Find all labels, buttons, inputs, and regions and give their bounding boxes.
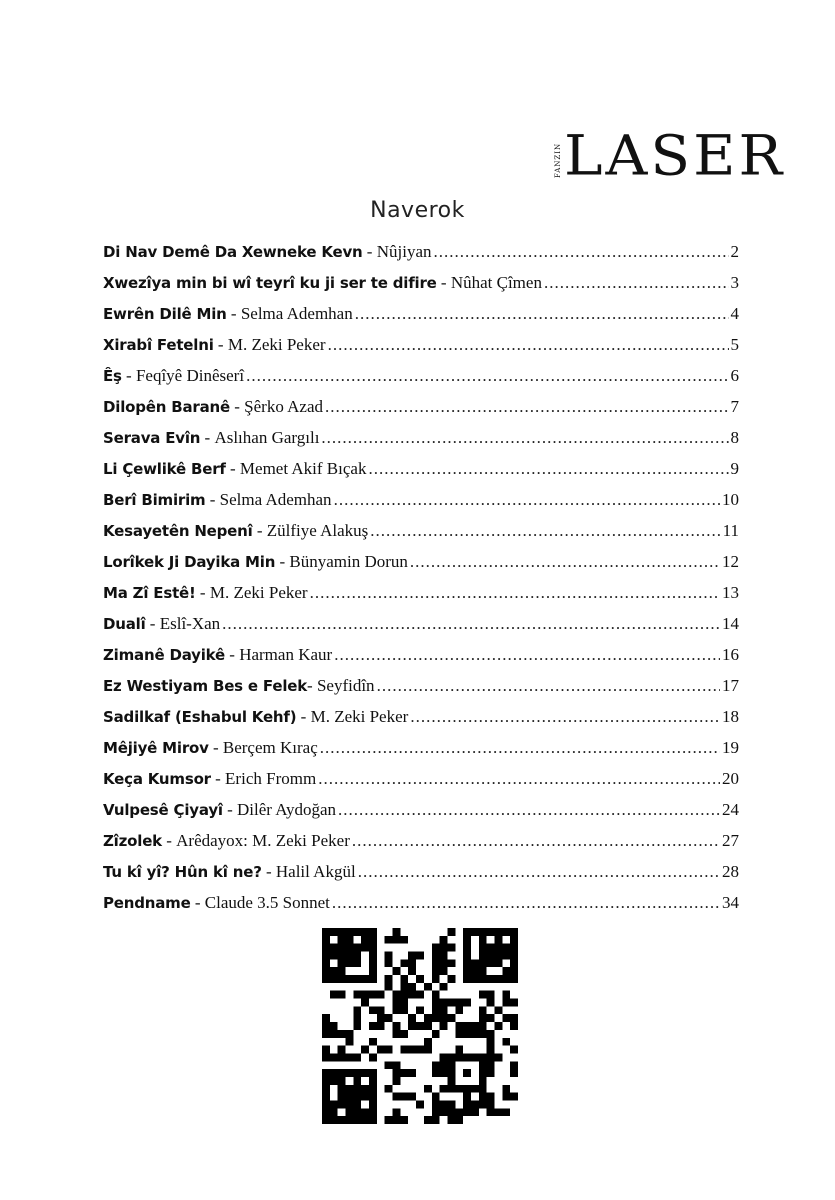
toc-entry-separator: -	[275, 552, 290, 571]
toc-dot-leader	[377, 674, 720, 698]
toc-entry-separator: -	[210, 769, 226, 788]
toc-entry-title: Pendname	[103, 894, 191, 912]
toc-entry-page: 13	[722, 583, 739, 602]
toc-entry-page: 34	[722, 893, 739, 912]
laser-logo	[278, 123, 786, 188]
toc-entry-separator: -	[252, 521, 267, 540]
toc-entry-title: Berî Bimirim	[103, 491, 206, 509]
toc-entry-separator: -	[161, 831, 177, 850]
toc-entry	[103, 457, 739, 488]
toc-entry-author: Aslıhan Gargılı	[214, 428, 320, 447]
toc-entry	[103, 519, 739, 550]
toc-entry-author: Erich Fromm	[225, 769, 317, 788]
toc-entry-author: Nûjiyan	[376, 242, 432, 261]
toc-entry-separator: -	[145, 614, 160, 633]
toc-dot-leader	[320, 736, 720, 760]
toc-entry-title: Serava Evîn	[103, 429, 201, 447]
toc-entry-page: 9	[730, 459, 739, 478]
toc-entry-author: Selma Ademhan	[219, 490, 332, 509]
toc-entry	[103, 674, 739, 705]
toc-dot-leader	[410, 705, 720, 729]
toc-entry	[103, 643, 739, 674]
toc-entry-separator: -	[362, 242, 377, 261]
toc-entry	[103, 302, 739, 333]
toc-entry-title: Dilopên Baranê	[103, 398, 230, 416]
toc-dot-leader	[310, 581, 720, 605]
toc-entry-title: Ewrên Dilê Min	[103, 305, 227, 323]
toc-entry-separator: -	[213, 335, 228, 354]
toc-entry-author: Berçem Kıraç	[222, 738, 318, 757]
toc-entry-separator: -	[436, 273, 451, 292]
toc-dot-leader	[332, 891, 720, 915]
toc-entry-page: 28	[722, 862, 739, 881]
toc-entry-page: 6	[730, 366, 739, 385]
logo-tag: FANZIN	[554, 142, 562, 178]
toc-entry-page: 7	[730, 397, 739, 416]
toc-entry-separator: -	[200, 428, 215, 447]
toc-entry-author: Seyfidîn	[316, 676, 375, 695]
toc-entry-separator: -	[121, 366, 136, 385]
toc-dot-leader	[544, 271, 729, 295]
toc-entry-author: Zülfiye Alakuş	[266, 521, 369, 540]
toc-entry-page: 18	[722, 707, 739, 726]
toc-dot-leader	[352, 829, 720, 853]
toc-entry-title: Li Çewlikê Berf	[103, 460, 226, 478]
toc-entry-author: Nûhat Çîmen	[450, 273, 542, 292]
toc-entry-separator: -	[225, 645, 240, 664]
toc-dot-leader	[368, 457, 728, 481]
toc-entry-title: Xirabî Fetelni	[103, 336, 214, 354]
logo-word: LASER	[564, 123, 786, 188]
toc-dot-leader	[358, 860, 720, 884]
toc-entry-title: Dualî	[103, 615, 146, 633]
toc-dot-leader	[321, 426, 728, 450]
toc-entry	[103, 240, 739, 271]
toc-entry	[103, 333, 739, 364]
toc-entry-title: Tu kî yî? Hûn kî ne?	[103, 863, 262, 881]
toc-entry	[103, 271, 739, 302]
toc-entry-page: 11	[722, 521, 739, 540]
toc-entry-title: Êş	[103, 367, 122, 385]
toc-entry	[103, 395, 739, 426]
toc-entry-separator: -	[226, 304, 241, 323]
toc-entry-author: Feqîyê Dinêserî	[135, 366, 245, 385]
toc-entry-title: Zîzolek	[103, 832, 162, 850]
toc-entry-author: Claude 3.5 Sonnet	[204, 893, 330, 912]
toc-entry-author: Selma Ademhan	[240, 304, 353, 323]
qr-code-graphic	[322, 928, 518, 1124]
toc-entry-title: Ma Zî Estê!	[103, 584, 196, 602]
toc-dot-leader	[370, 519, 720, 543]
toc-entry-title: Lorîkek Ji Dayika Min	[103, 553, 276, 571]
toc-entry-author: Dilêr Aydoğan	[237, 800, 337, 819]
masthead	[0, 123, 835, 192]
toc-dot-leader	[222, 612, 720, 636]
toc-entry-separator: -	[205, 490, 220, 509]
toc-entry-separator: -	[307, 676, 317, 695]
toc-entry-page: 10	[722, 490, 739, 509]
toc-entry-page: 19	[722, 738, 739, 757]
toc-entry	[103, 705, 739, 736]
toc-entry-page: 20	[722, 769, 739, 788]
toc-entry-title: Vulpesê Çiyayî	[103, 801, 223, 819]
toc-entry	[103, 550, 739, 581]
toc-dot-leader	[434, 240, 729, 264]
toc-entry	[103, 891, 739, 922]
toc-dot-leader	[318, 767, 720, 791]
toc-entry-title: Mêjiyê Mirov	[103, 739, 209, 757]
toc-entry-title: Keça Kumsor	[103, 770, 211, 788]
toc-entry-separator: -	[195, 583, 210, 602]
toc-entry-page: 2	[730, 242, 739, 261]
toc-entry-title: Zimanê Dayikê	[103, 646, 226, 664]
toc-entry-title: Xwezîya min bi wî teyrî ku ji ser te difire	[103, 274, 437, 292]
toc-entry-page: 5	[730, 335, 739, 354]
toc-dot-leader	[246, 364, 728, 388]
toc-entry	[103, 488, 739, 519]
toc-entry-title: Di Nav Demê Da Xewneke Kevn	[103, 243, 363, 261]
toc-entry-author: Şêrko Azad	[244, 397, 323, 416]
toc-entry	[103, 612, 739, 643]
toc-entry-title: Ez Westiyam Bes e Felek	[103, 677, 308, 695]
toc-entry-page: 14	[722, 614, 739, 633]
toc-entry-separator: -	[208, 738, 223, 757]
toc-entry-author: Memet Akif Bıçak	[239, 459, 367, 478]
toc-entry-page: 17	[722, 676, 739, 695]
toc-entry	[103, 829, 739, 860]
toc-entry-separator: -	[190, 893, 205, 912]
toc-entry-separator: -	[222, 800, 238, 819]
toc-entry-author: M. Zeki Peker	[209, 583, 308, 602]
toc-entry	[103, 426, 739, 457]
toc-entry	[103, 767, 739, 798]
toc-dot-leader	[325, 395, 729, 419]
toc-entry	[103, 364, 739, 395]
toc-entry-title: Kesayetên Nepenî	[103, 522, 253, 540]
toc-entry-page: 12	[722, 552, 739, 571]
toc-entry-separator: -	[225, 459, 240, 478]
toc-entry	[103, 581, 739, 612]
toc-entry-author: Halil Akgül	[275, 862, 356, 881]
toc-dot-leader	[334, 488, 720, 512]
toc-entry-page: 4	[730, 304, 739, 323]
toc-entry-author: Bünyamin Dorun	[289, 552, 408, 571]
toc-entry-separator: -	[261, 862, 276, 881]
toc-entry-title: Sadilkaf (Eshabul Kehf)	[103, 708, 297, 726]
qr-code-icon	[322, 928, 518, 1124]
toc-entry-author: M. Zeki Peker	[227, 335, 326, 354]
toc-dot-leader	[355, 302, 729, 326]
toc-entry	[103, 798, 739, 829]
toc-entry	[103, 860, 739, 891]
toc-dot-leader	[410, 550, 720, 574]
toc-entry-author: Eslî-Xan	[159, 614, 221, 633]
toc-heading: Naverok	[370, 198, 465, 223]
toc-entry-page: 3	[730, 273, 739, 292]
toc-entry-separator: -	[296, 707, 311, 726]
toc-entry	[103, 736, 739, 767]
toc-entry-page: 27	[722, 831, 739, 850]
toc-entry-author: M. Zeki Peker	[310, 707, 409, 726]
table-of-contents	[103, 240, 739, 922]
toc-dot-leader	[334, 643, 720, 667]
toc-entry-author: Arêdayox: M. Zeki Peker	[176, 831, 350, 850]
toc-entry-page: 24	[722, 800, 739, 819]
toc-entry-page: 8	[730, 428, 739, 447]
toc-entry-separator: -	[229, 397, 245, 416]
toc-entry-page: 16	[722, 645, 739, 664]
toc-dot-leader	[328, 333, 729, 357]
toc-dot-leader	[338, 798, 720, 822]
toc-entry-author: Harman Kaur	[239, 645, 333, 664]
